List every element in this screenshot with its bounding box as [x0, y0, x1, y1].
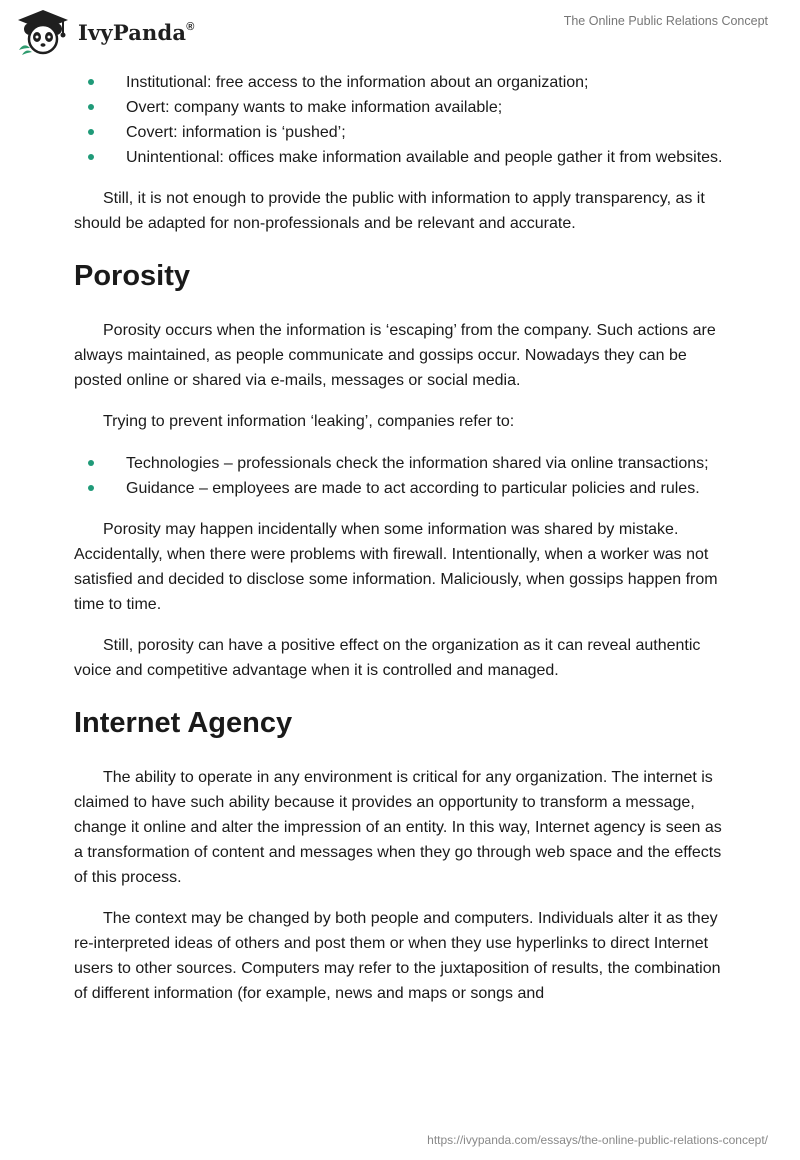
paragraph: The ability to operate in any environment is critical for any organization. The internet is claimed to have such ability because it provides an opportunity to transform a message, change it online and alter the impression of an entity. In this way, Internet agency is seen as a transformation of content and messages when they go through web space and the effects of this process.	[74, 769, 722, 886]
paragraph: Still, it is not enough to provide the public with information to apply transparency, as it should be adapted for non-professionals and be relevant and accurate.	[74, 190, 705, 232]
paragraph: The context may be changed by both people and computers. Individuals alter it as they re-interpreted ideas of others and post them or when they use hyperlinks to direct Internet users to other sources. Computers may refer to the juxtaposition of results, the combination of different information (for example, news and maps or songs and	[74, 910, 721, 1002]
list-item: Overt: company wants to make information available;	[74, 95, 734, 120]
list-item: Covert: information is ‘pushed’;	[74, 120, 734, 145]
paragraph: Trying to prevent information ‘leaking’, companies refer to:	[103, 413, 515, 430]
list-item: Institutional: free access to the information about an organization;	[74, 70, 734, 95]
page-header	[0, 0, 800, 64]
paragraph: Porosity occurs when the information is ‘escaping’ from the company. Such actions are always maintained, as people communicate and gossips occur. Nowadays they can be posted online or shared via e-mails, messages or social media.	[74, 322, 716, 389]
paragraph: Porosity may happen incidentally when some information was shared by mistake. Accidentally, when there were problems with firewall. Intentionally, when a worker was not satisfied and decided to disclose some information. Maliciously, when gossips happen from time to time.	[74, 521, 718, 613]
paragraph: Still, porosity can have a positive effect on the organization as it can reveal authentic voice and competitive advantage when it is controlled and managed.	[74, 637, 701, 679]
bullet-icon	[88, 154, 94, 160]
list-item: Unintentional: offices make information available and people gather it from websites.	[74, 145, 734, 170]
bullet-list	[74, 451, 734, 501]
bullet-icon	[88, 485, 94, 491]
document-title: The Online Public Relations Concept	[563, 14, 768, 28]
bullet-list	[74, 70, 734, 170]
bullet-icon	[88, 79, 94, 85]
bullet-icon	[88, 104, 94, 110]
section-heading-porosity: Porosity	[74, 260, 191, 292]
section-heading-internet-agency: Internet Agency	[74, 707, 293, 739]
panda-graduate-icon	[16, 8, 70, 56]
brand-name: IvyPanda®	[78, 19, 195, 45]
ivypanda-logo[interactable]	[16, 8, 195, 56]
bullet-icon	[88, 460, 94, 466]
list-item: Technologies – professionals check the information shared via online transactions;	[74, 451, 734, 476]
source-url[interactable]: https://ivypanda.com/essays/the-online-public-relations-concept/	[427, 1133, 768, 1147]
article-body	[74, 70, 734, 1006]
list-item: Guidance – employees are made to act according to particular policies and rules.	[74, 476, 734, 501]
bullet-icon	[88, 129, 94, 135]
